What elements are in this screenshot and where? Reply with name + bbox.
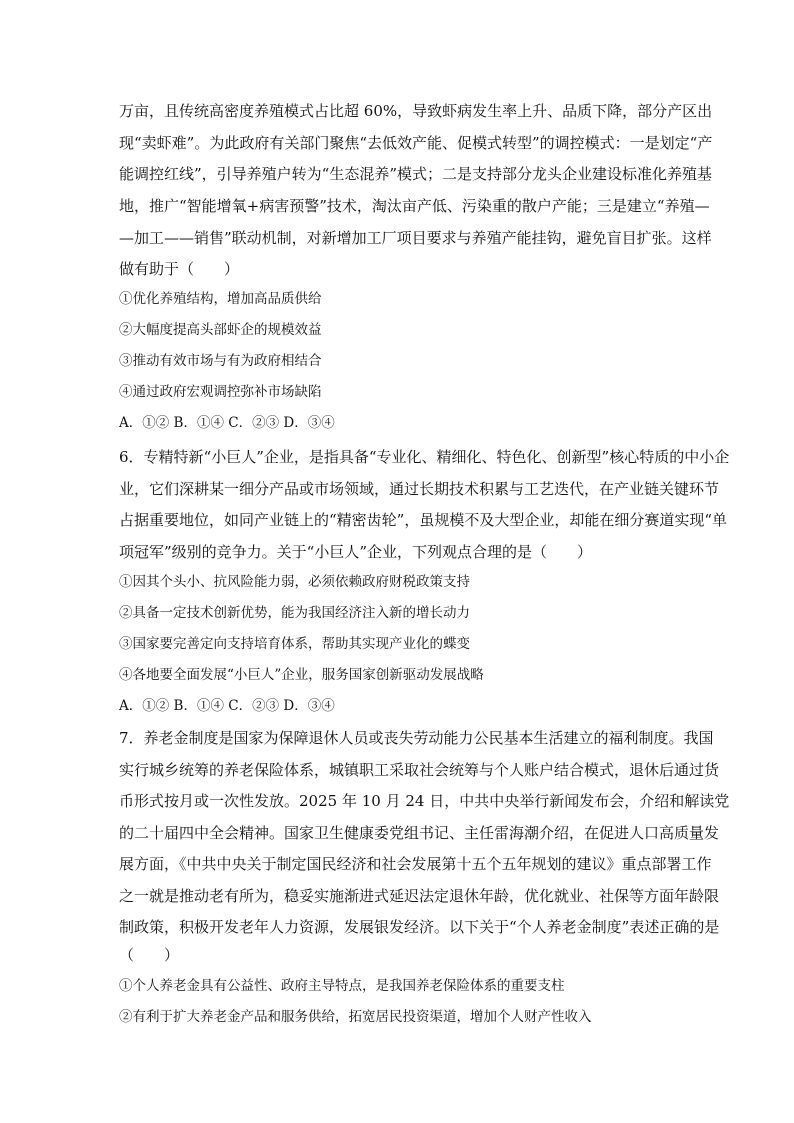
q5-stem-line: 万亩，且传统高密度养殖模式占比超 60%，导致虾病发生率上升、品质下降，部分产区出: [119, 102, 713, 120]
q7-stem-line: 展方面，《中共中央关于制定国民经济和社会发展第十五个五年规划的建议》重点部署工作: [119, 855, 712, 873]
q6-answer-choices: A．①② B．①④ C．②③ D．③④: [119, 698, 335, 714]
q7-stem-line: 之一就是推动老有所为，稳妥实施渐进式延迟法定退休年龄，优化就业、社保等方面年龄限: [119, 887, 720, 905]
q6-option-4: ④各地要全面发展“小巨人”企业，服务国家创新驱动发展战略: [119, 667, 484, 683]
q6-option-1: ①因其个头小、抗风险能力弱，必须依赖政府财税政策支持: [119, 574, 470, 590]
q5-stem-line: 能调控红线”，引导养殖户转为“生态混养”模式；二是支持部分龙头企业建设标准化养殖基: [119, 165, 713, 183]
q7-stem-line: （ ）: [119, 946, 180, 964]
q5-option-3: ③推动有效市场与有为政府相结合: [119, 353, 322, 369]
q5-stem-line: —加工——销售”联动机制，对新增加工厂项目要求与养殖产能挂钩，避免盲目扩张。这样: [119, 229, 712, 247]
q5-answer-choices: A．①② B．①④ C．②③ D．③④: [119, 415, 335, 431]
q6-option-2: ②具备一定技术创新优势，能为我国经济注入新的增长动力: [119, 605, 470, 621]
q5-stem-line: 做有助于（ ）: [119, 260, 240, 278]
q7-stem-line: 7．养老金制度是国家为保障退休人员或丧失劳动能力公民基本生活建立的福利制度。我国: [119, 729, 714, 747]
q6-stem-line: 6．专精特新“小巨人”企业，是指具备“专业化、精细化、特色化、创新型”核心特质的中小企: [119, 448, 730, 466]
q5-option-2: ②大幅度提高头部虾企的规模效益: [119, 322, 322, 338]
q5-option-4: ④通过政府宏观调控弥补市场缺陷: [119, 384, 322, 400]
q5-stem-line: 地，推广“智能增氧+病害预警”技术，淘汰亩产低、污染重的散户产能；三是建立“养殖—: [119, 197, 710, 215]
q7-stem-line: 币形式按月或一次性发放。2025 年 10 月 24 日，中共中央举行新闻发布会，介绍和解读党: [119, 792, 730, 810]
q6-option-3: ③国家要完善定向支持培育体系，帮助其实现产业化的蝶变: [119, 636, 470, 652]
q6-stem-line: 占据重要地位，如同产业链上的“精密齿轮”，虽规模不及大型企业，却能在细分赛道实现“单: [119, 511, 728, 529]
q5-option-1: ①优化养殖结构，增加高品质供给: [119, 291, 322, 307]
q7-stem-line: 的二十届四中全会精神。国家卫生健康委党组书记、主任雷海潮介绍，在促进人口高质量发: [119, 824, 720, 842]
q7-stem-line: 制政策，积极开发老年人力资源，发展银发经济。以下关于“个人养老金制度”表述正确的是: [119, 918, 720, 936]
q6-stem-line: 项冠军”级别的竞争力。关于“小巨人”企业，下列观点合理的是（ ）: [119, 543, 593, 561]
q5-stem-line: 现“卖虾难”。为此政府有关部门聚焦“去低效产能、促模式转型”的调控模式：一是划定“产: [119, 134, 713, 152]
q6-stem-line: 业，它们深耕某一细分产品或市场领域，通过长期技术积累与工艺迭代，在产业链关键环节: [119, 480, 720, 498]
q7-option-1: ①个人养老金具有公益性、政府主导特点，是我国养老保险体系的重要支柱: [119, 978, 565, 994]
q7-option-2: ②有利于扩大养老金产品和服务供给，拓宽居民投资渠道，增加个人财产性收入: [119, 1009, 592, 1025]
q7-stem-line: 实行城乡统筹的养老保险体系，城镇职工采取社会统筹与个人账户结合模式，退休后通过货: [119, 761, 720, 779]
